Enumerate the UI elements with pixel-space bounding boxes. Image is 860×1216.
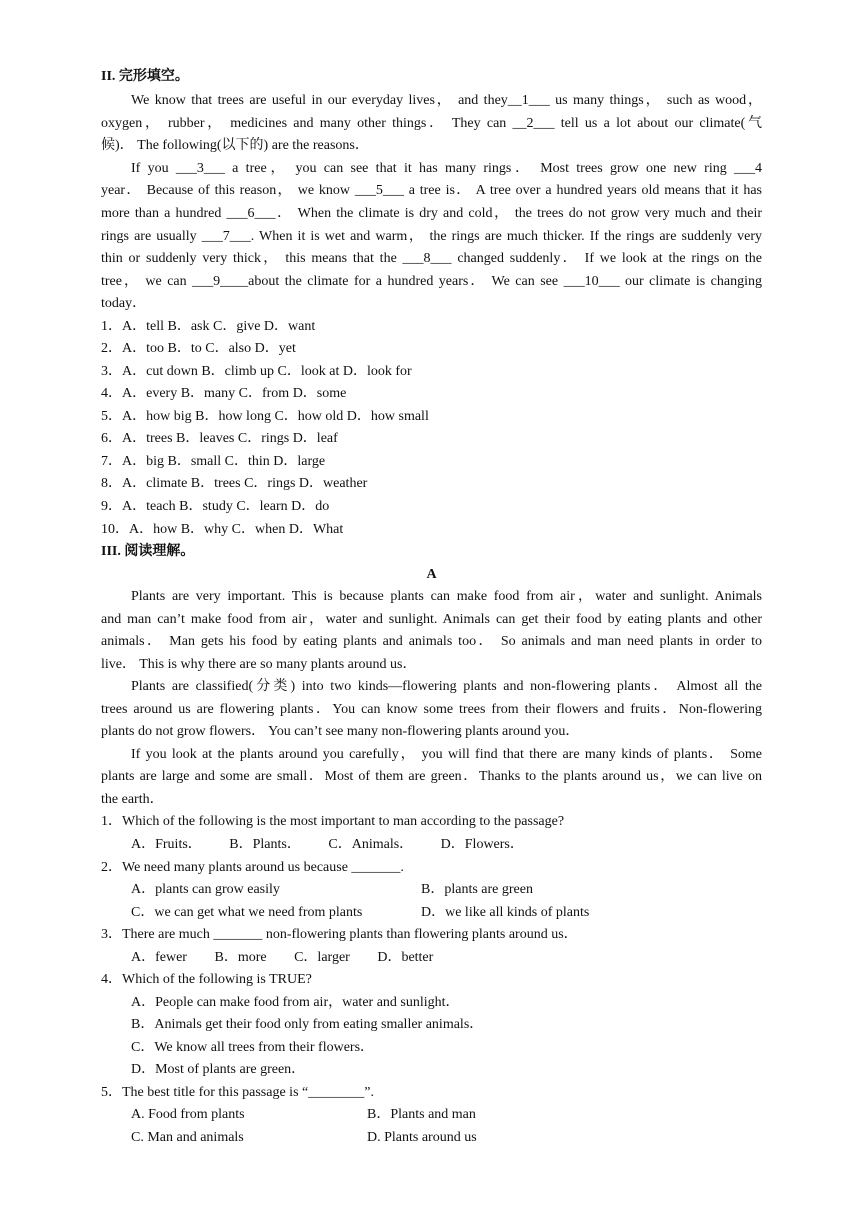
cloze-passage-line: We know that trees are useful in our everyday lives， and they__1___ us many things， such as wood，	[131, 93, 762, 108]
cloze-passage-line: oxygen， rubber， medicines and many other things． They can __2___ tell us a lot about our climate(气	[101, 116, 762, 131]
option-d: D．Flowers．	[440, 837, 524, 852]
question-options	[101, 947, 762, 969]
question-stem: 2．We need many plants around us because _______.	[101, 860, 404, 875]
option-b: B．plants are green	[421, 882, 533, 897]
section-3-heading: III. 阅读理解。	[101, 544, 195, 559]
cloze-option-row: 7．A．big B．small C．thin D．large	[101, 454, 326, 469]
question-options	[101, 879, 762, 901]
question-options	[101, 902, 762, 924]
option-c: C．larger	[294, 950, 350, 965]
reading-passage-line: the earth．	[101, 792, 164, 807]
cloze-passage-line: If you ___3___ a tree， you can see that it has many rings． Most trees grow one new ring ___4	[131, 161, 762, 176]
cloze-option-row: 8．A．climate B．trees C．rings D．weather	[101, 476, 368, 491]
cloze-passage-line: tree， we can ___9____about the climate for a hundred years． We can see ___10___ our climate is changing	[101, 274, 762, 289]
reading-passage-line: If you look at the plants around you carefully， you will find that there are many kinds of plants． Some	[131, 747, 762, 762]
option-d: D．better	[377, 950, 434, 965]
option-a: A．plants can grow easily	[131, 882, 280, 897]
option-b: B．more	[214, 950, 267, 965]
option-b: B．Plants and man	[367, 1107, 476, 1122]
option-d: D. Plants around us	[367, 1130, 477, 1145]
question-stem: 1．Which of the following is the most important to man according to the passage?	[101, 814, 565, 829]
question-options	[101, 834, 762, 856]
option-c: C．we can get what we need from plants	[131, 905, 363, 920]
option-b: B．Plants．	[229, 837, 301, 852]
cloze-option-row: 9．A．teach B．study C．learn D．do	[101, 499, 330, 514]
option-b: B．Animals get their food only from eating smaller animals．	[131, 1017, 484, 1032]
cloze-passage-line: thin or suddenly very thick， this means that the ___8___ changed suddenly． If we look at the rings on the	[101, 251, 762, 266]
reading-passage-line: plants are large and some are small．Most of them are green．Thanks to the plants around us，we can live on	[101, 769, 762, 784]
cloze-option-row: 6．A．trees B．leaves C．rings D．leaf	[101, 431, 338, 446]
option-a: A. Food from plants	[131, 1107, 245, 1122]
cloze-option-row: 2．A．too B．to C．also D．yet	[101, 341, 296, 356]
cloze-option-row: 1．A．tell B．ask C．give D．want	[101, 319, 316, 334]
cloze-passage-line: 候)． The following(以下的) are the reasons．	[101, 138, 369, 153]
question-options	[101, 1127, 762, 1149]
cloze-option-row: 3．A．cut down B．climb up C．look at D．look for	[101, 364, 412, 379]
reading-passage-line: Plants are classified(分类) into two kinds—flowering plants and non-flowering plants． Almost all the	[131, 679, 762, 694]
option-a: A．Fruits．	[131, 837, 202, 852]
cloze-option-row: 10．A．how B．why C．when D．What	[101, 522, 344, 537]
cloze-option-row: 5．A．how big B．how long C．how old D．how small	[101, 409, 429, 424]
option-a: A．People can make food from air，water and sunlight．	[131, 995, 460, 1010]
reading-passage-line: animals． Man gets his food by eating plants and animals too． So animals and man need plants in order to	[101, 634, 762, 649]
question-options	[101, 1104, 762, 1126]
reading-passage-line: trees around us are flowering plants．You can know some trees from their flowers and fruits．Non-flowering	[101, 702, 762, 717]
reading-passage-line: live． This is why there are so many plants around us．	[101, 657, 417, 672]
passage-label: A	[426, 567, 437, 582]
question-stem: 3．There are much _______ non-flowering plants than flowering plants around us．	[101, 927, 578, 942]
reading-passage-line: plants do not grow flowers． You can’t see many non-flowering plants around you．	[101, 724, 580, 739]
cloze-passage-line: today．	[101, 296, 147, 311]
cloze-passage-line: more than a hundred ___6___． When the climate is dry and cold， the trees do not grow very much and their	[101, 206, 762, 221]
reading-passage-line: and man can’t make food from air，water and sunlight. Animals can get their food by eating plants and other	[101, 612, 762, 627]
option-a: A．fewer	[131, 950, 187, 965]
option-d: D．Most of plants are green．	[131, 1062, 306, 1077]
option-c: C．Animals．	[328, 837, 414, 852]
option-d: D．we like all kinds of plants	[421, 905, 590, 920]
cloze-option-row: 4．A．every B．many C．from D．some	[101, 386, 347, 401]
question-stem: 5．The best title for this passage is “________”.	[101, 1085, 374, 1100]
question-stem: 4．Which of the following is TRUE?	[101, 972, 312, 987]
cloze-passage-line: year． Because of this reason， we know ___5___ a tree is． A tree over a hundred years old means that it has	[101, 183, 762, 198]
option-c: C. Man and animals	[131, 1130, 244, 1145]
option-c: C．We know all trees from their flowers．	[131, 1040, 375, 1055]
reading-passage-line: Plants are very important. This is because plants can make food from air，water and sunlight. Animals	[131, 589, 762, 604]
section-2-heading: II. 完形填空。	[101, 69, 189, 84]
cloze-passage-line: rings are usually ___7___. When it is wet and warm， the rings are much thicker. If the rings are suddenly very	[101, 229, 762, 244]
